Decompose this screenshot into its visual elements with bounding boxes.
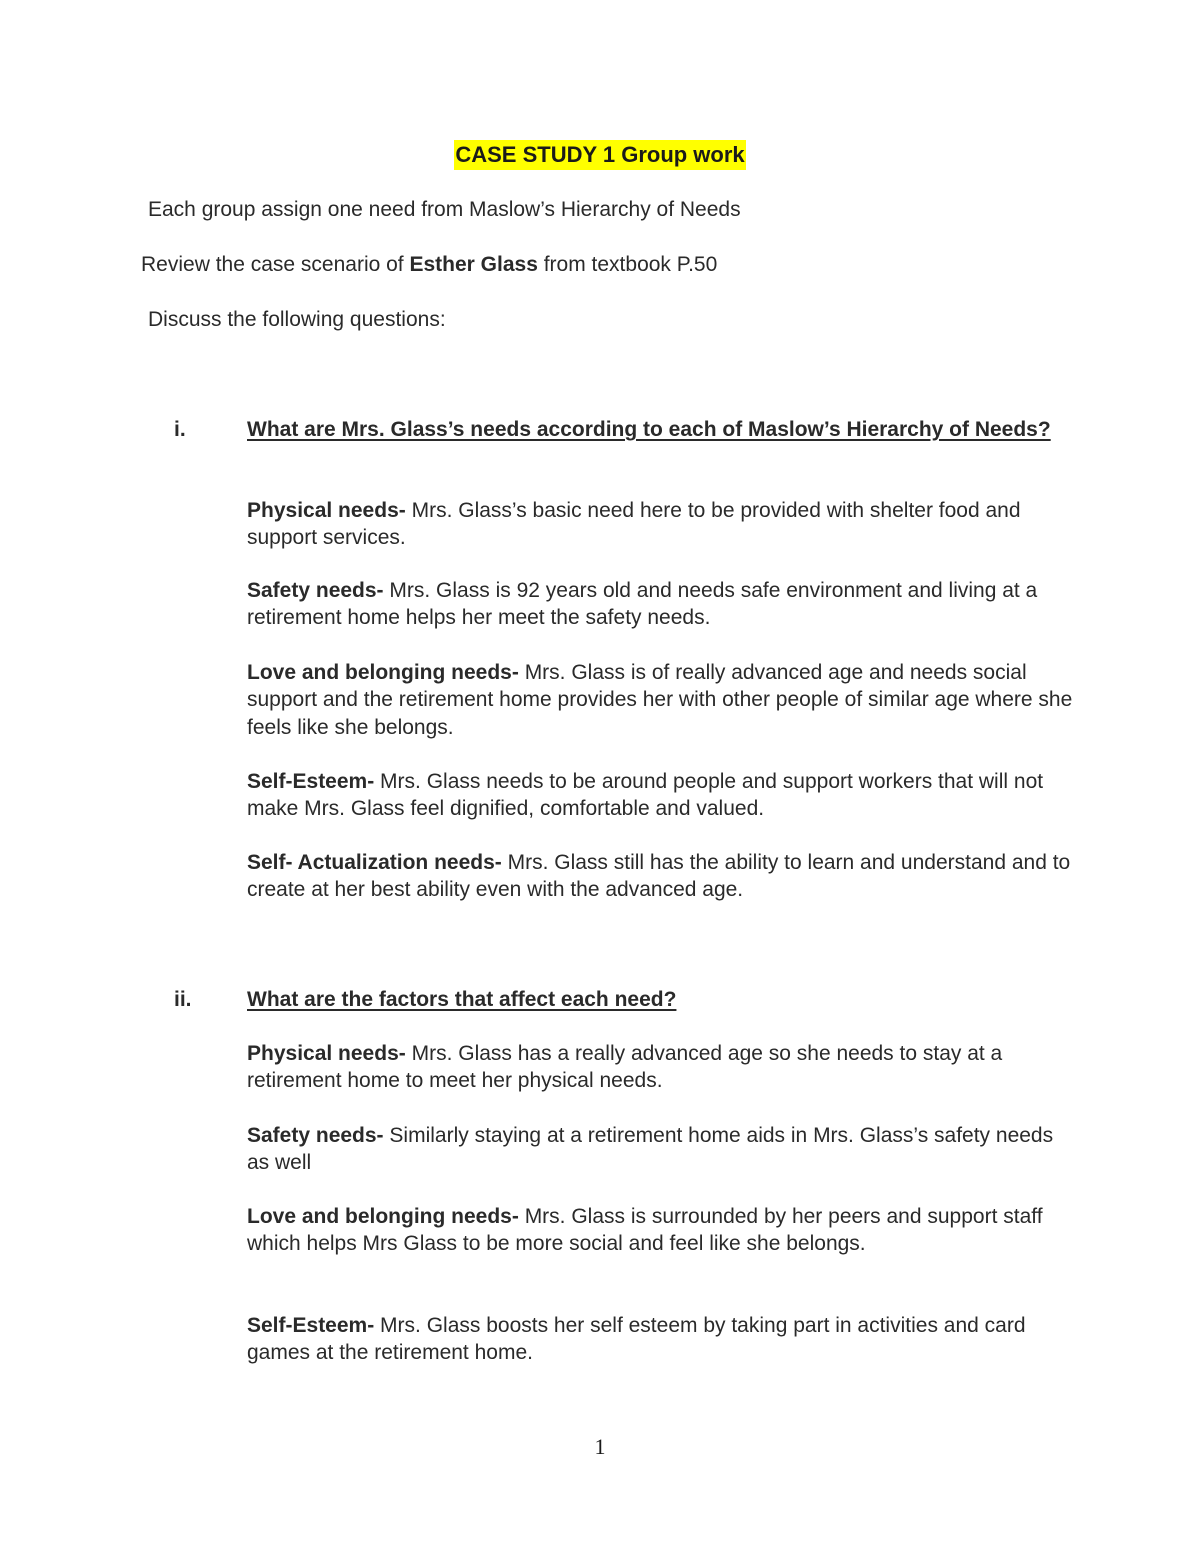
answer-1-self-esteem (247, 768, 1077, 823)
intro-line-review (141, 251, 717, 279)
question-1-heading: What are Mrs. Glass’s needs according to each of Maslow’s Hierarchy of Needs? (247, 418, 1051, 441)
answer-2-love-belonging (247, 1203, 1077, 1258)
answer-label: Safety needs- (247, 579, 384, 602)
intro-line-discuss: Discuss the following questions: (148, 308, 446, 331)
answer-label: Self-Esteem- (247, 1314, 375, 1337)
answer-1-safety (247, 577, 1077, 632)
answer-label: Love and belonging needs- (247, 1205, 519, 1228)
answer-1-physical (247, 497, 1077, 552)
answer-1-self-actualization (247, 849, 1077, 904)
case-name: Esther Glass (409, 253, 538, 276)
question-2-heading: What are the factors that affect each need? (247, 988, 677, 1011)
page-number: 1 (594, 1434, 606, 1459)
question-1-numeral: i. (174, 418, 186, 441)
answer-label: Self- Actualization needs- (247, 851, 502, 874)
answer-label: Physical needs- (247, 499, 406, 522)
answer-label: Safety needs- (247, 1124, 384, 1147)
answer-text: Mrs. Glass is of really advanced age and needs social support and the retirement home provides her with other people of similar age where she feels like she belongs. (247, 661, 1073, 739)
answer-label: Self-Esteem- (247, 770, 375, 793)
answer-text: Mrs. Glass boosts her self esteem by taking part in activities and card games at the retirement home. (247, 1314, 1026, 1365)
answer-text: Similarly staying at a retirement home aids in Mrs. Glass’s safety needs as well (247, 1124, 1054, 1175)
title-container (0, 140, 1200, 170)
question-2-numeral: ii. (174, 988, 192, 1011)
review-text-start: Review the case scenario of (141, 253, 410, 276)
answer-label: Love and belonging needs- (247, 661, 519, 684)
answer-label: Physical needs- (247, 1042, 406, 1065)
answer-2-physical (247, 1040, 1077, 1095)
answer-text: Mrs. Glass is 92 years old and needs safe environment and living at a retirement home helps her meet the safety needs. (247, 579, 1038, 630)
answer-text: Mrs. Glass is surrounded by her peers and support staff which helps Mrs Glass to be more social and feel like she belongs. (247, 1205, 1043, 1256)
answer-text: Mrs. Glass’s basic need here to be provided with shelter food and support services. (247, 499, 1021, 550)
answer-text: Mrs. Glass still has the ability to learn and understand and to create at her best ability even with the advanced age. (247, 851, 1071, 902)
intro-line-assign: Each group assign one need from Maslow’s Hierarchy of Needs (148, 198, 741, 221)
answer-2-safety (247, 1122, 1077, 1177)
review-text-end: from textbook P.50 (537, 253, 718, 276)
answer-2-self-esteem (247, 1312, 1077, 1367)
answer-1-love-belonging (247, 659, 1077, 741)
answer-text: Mrs. Glass has a really advanced age so she needs to stay at a retirement home to meet her physical needs. (247, 1042, 1003, 1093)
answer-text: Mrs. Glass needs to be around people and support workers that will not make Mrs. Glass feel dignified, comfortable and valued. (247, 770, 1044, 821)
document-title: CASE STUDY 1 Group work (454, 140, 745, 170)
